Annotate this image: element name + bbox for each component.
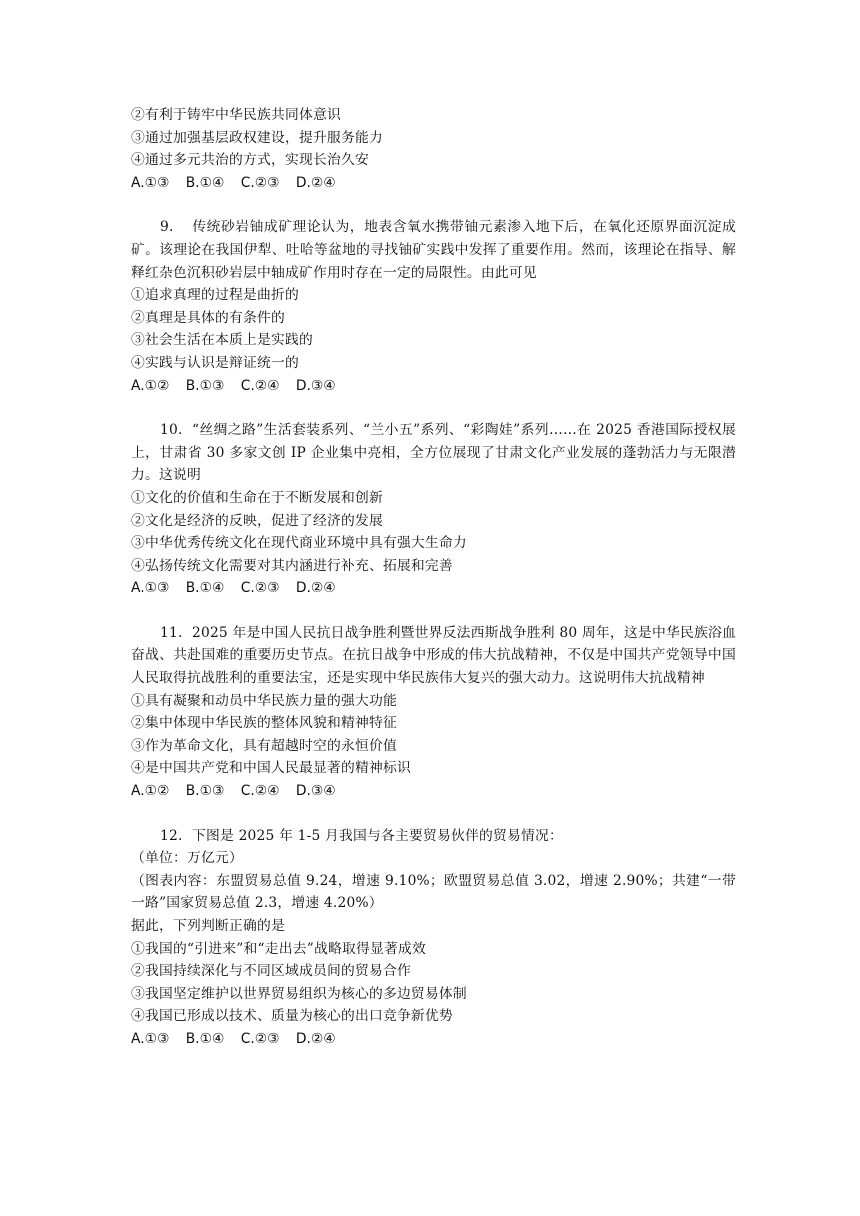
- unit-note: （单位：万亿元）: [131, 850, 243, 867]
- option: ②有利于铸牢中华民族共同体意识: [131, 107, 341, 123]
- question-text: 2025 年是中国人民抗日战争胜利暨世界反法西斯战争胜利 80 周年，这是中华民族浴血奋战、共赴国难的重要历史节点。在抗日战争中形成的伟大抗战精神，不仅是中国共产党领导中国人民取得抗战胜利的重要法宝，还是实现中华民族伟大复兴的强大动力。这说明伟大抗战精神: [131, 624, 736, 687]
- question-text: 下图是 2025 年 1-5 月我国与各主要贸易伙伴的贸易情况：: [192, 827, 564, 844]
- question-9: [131, 216, 736, 397]
- option: ①文化的价值和生命在于不断发展和创新: [131, 489, 383, 506]
- answer-choice-a: A.①②: [131, 377, 170, 394]
- option: ③社会生活在本质上是实践的: [131, 332, 313, 349]
- answer-choice-c: C.②④: [240, 783, 280, 800]
- answer-choice-b: B.①③: [185, 783, 225, 800]
- option: ①我国的“引进来”和“走出去”战略取得显著成效: [131, 940, 426, 957]
- answer-choices: [131, 172, 736, 195]
- answer-choices: [131, 577, 736, 600]
- question-number: 11.: [160, 624, 183, 641]
- option: ④是中国共产党和中国人民最显著的精神标识: [131, 760, 411, 777]
- answer-choice-a: A.①③: [131, 174, 170, 191]
- answer-choice-d: D.③④: [295, 783, 336, 800]
- answer-choice-c: C.②③: [240, 174, 280, 191]
- answer-choice-d: D.②④: [295, 1030, 336, 1047]
- option: ②文化是经济的反映，促进了经济的发展: [131, 512, 383, 529]
- option: ③通过加强基层政权建设，提升服务能力: [131, 129, 383, 146]
- option: ②真理是具体的有条件的: [131, 309, 285, 326]
- option: ③中华优秀传统文化在现代商业环境中具有强大生命力: [131, 535, 467, 552]
- option: ④实践与认识是辩证统一的: [131, 354, 299, 371]
- question-number: 10.: [160, 422, 183, 439]
- option: ④通过多元共治的方式，实现长治久安: [131, 152, 369, 169]
- answer-choices: [131, 1028, 736, 1051]
- document-content: [131, 104, 736, 1051]
- answer-choice-d: D.③④: [295, 377, 336, 394]
- option: ①追求真理的过程是曲折的: [131, 287, 299, 304]
- answer-choice-a: A.①③: [131, 580, 170, 597]
- question-text: “丝绸之路”生活套装系列、“兰小五”系列、“彩陶娃”系列……在 2025 香港国际授权展上，甘肃省 30 多家文创 IP 企业集中亮相，全方位展现了甘肃文化产业发展的蓬勃活力与无限潜力。这说明: [131, 422, 736, 484]
- chart-description: （图表内容：东盟贸易总值 9.24，增速 9.10%；欧盟贸易总值 3.02，增速 2.90%；共建“一带一路”国家贸易总值 2.3，增速 4.20%）: [131, 872, 736, 912]
- option: ②我国持续深化与不同区域成员间的贸易合作: [131, 963, 411, 980]
- question-lead: 据此，下列判断正确的是: [131, 918, 285, 934]
- option: ③我国坚定维护以世界贸易组织为核心的多边贸易体制: [131, 985, 467, 1002]
- question-8-tail: [131, 104, 736, 194]
- option: ①具有凝聚和动员中华民族力量的强大功能: [131, 692, 397, 709]
- answer-choice-b: B.①④: [185, 174, 225, 191]
- answer-choices: [131, 780, 736, 803]
- answer-choice-a: A.①②: [131, 783, 170, 800]
- answer-choice-b: B.①④: [185, 580, 225, 597]
- question-stem: [131, 622, 736, 690]
- option: ②集中体现中华民族的整体风貌和精神特征: [131, 715, 397, 732]
- answer-choice-c: C.②④: [240, 377, 280, 394]
- question-number: 9.: [160, 219, 174, 236]
- answer-choice-d: D.②④: [295, 174, 336, 191]
- answer-choice-a: A.①③: [131, 1030, 170, 1047]
- answer-choice-b: B.①④: [185, 1030, 225, 1047]
- answer-choice-c: C.②③: [240, 1030, 280, 1047]
- question-stem: [131, 419, 736, 487]
- question-stem: [131, 216, 736, 284]
- answer-choices: [131, 375, 736, 398]
- question-text: 传统砂岩铀成矿理论认为，地表含氧水携带铀元素渗入地下后，在氧化还原界面沉淀成矿。该理论在我国伊犁、吐哈等盆地的寻找铀矿实践中发挥了重要作用。然而，该理论在指导、解释红杂色沉积砂岩层中轴成矿作用时存在一定的局限性。由此可见: [131, 219, 736, 281]
- question-10: [131, 419, 736, 600]
- answer-choice-d: D.②④: [295, 580, 336, 597]
- question-stem: [131, 825, 736, 848]
- question-11: [131, 622, 736, 803]
- option: ③作为革命文化，具有超越时空的永恒价值: [131, 737, 397, 754]
- question-number: 12.: [160, 827, 183, 844]
- answer-choice-b: B.①③: [185, 377, 225, 394]
- answer-choice-c: C.②③: [240, 580, 280, 597]
- question-12: [131, 825, 736, 1051]
- option: ④我国已形成以技术、质量为核心的出口竞争新优势: [131, 1008, 453, 1025]
- option: ④弘扬传统文化需要对其内涵进行补充、拓展和完善: [131, 557, 453, 574]
